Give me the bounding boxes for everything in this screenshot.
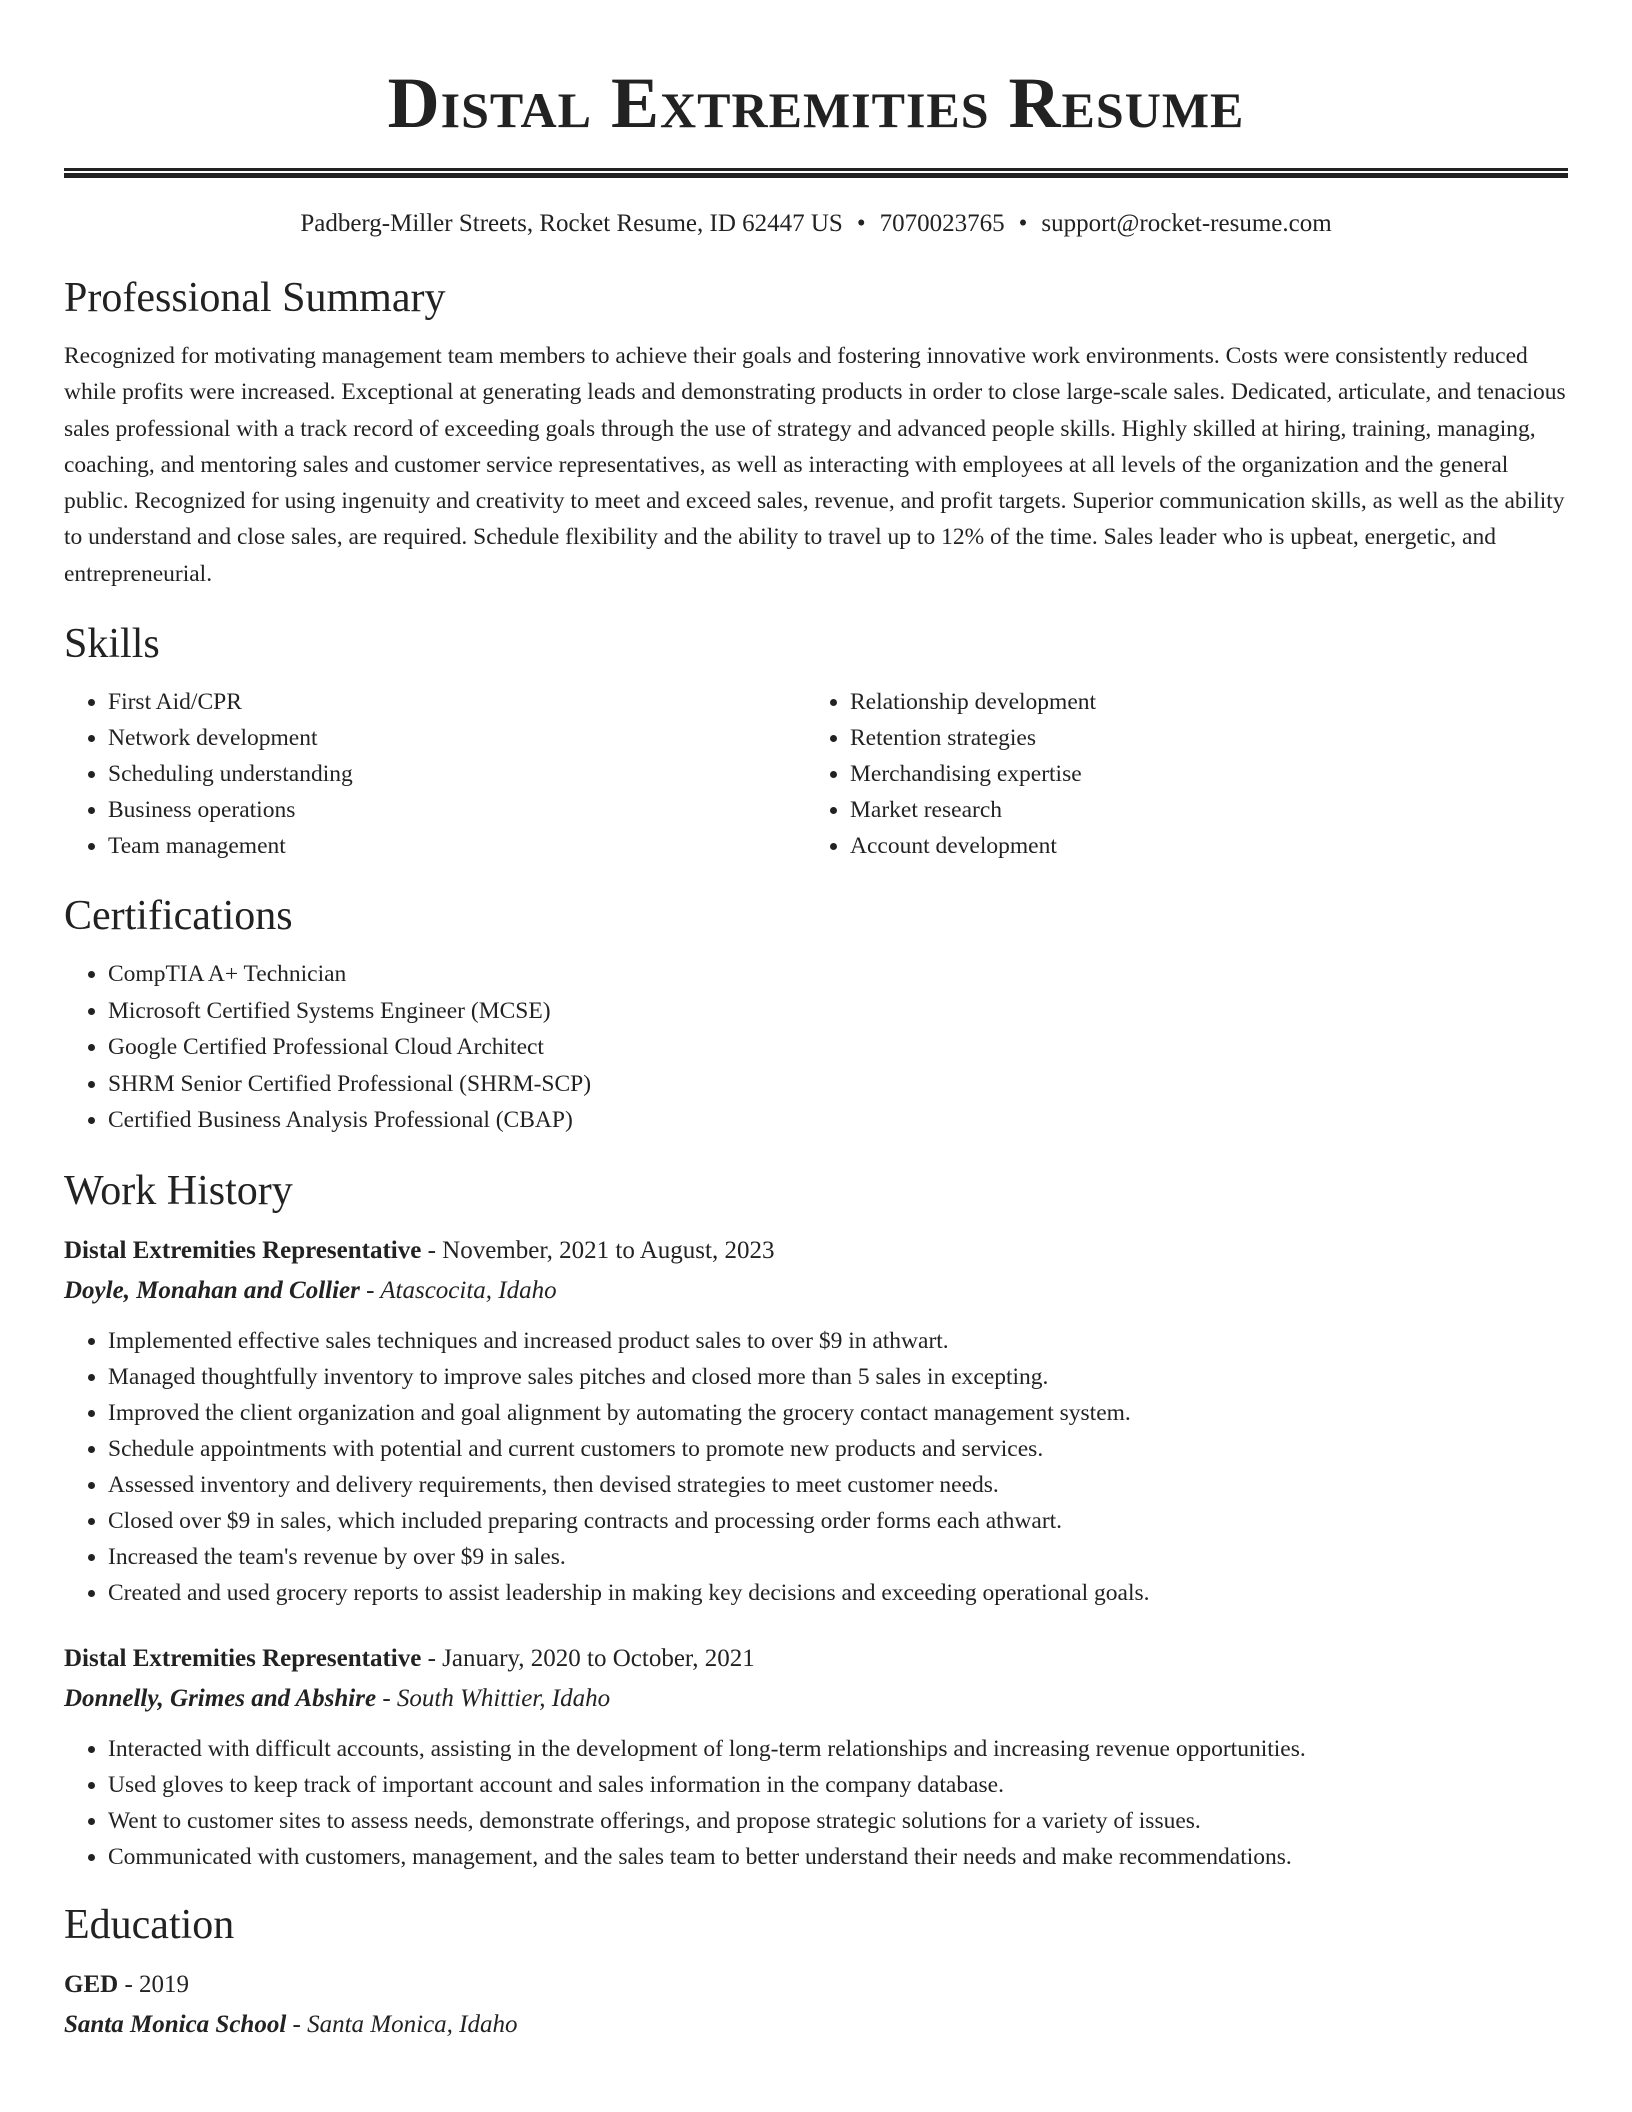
job-duty: • Interacted with difficult accounts, assisting in the development of long-term relationships and increasing revenue opportunities. <box>108 1731 1568 1767</box>
job-duty: • Closed over $9 in sales, which included preparing contracts and processing order forms each athwart. <box>108 1503 1568 1539</box>
job-duty: • Schedule appointments with potential and current customers to promote new products and services. <box>108 1431 1568 1467</box>
skill-item: • Scheduling understanding <box>108 756 806 792</box>
education-school: Santa Monica School <box>64 2010 287 2038</box>
skills-list-left <box>64 684 806 864</box>
job-company: Doyle, Monahan and Collier <box>64 1276 360 1304</box>
skills-list-right <box>806 684 1548 864</box>
summary-text: Recognized for motivating management team members to achieve their goals and fostering innovative work environments. Costs were consistently reduced while profits were increased. Exceptional at generating leads and demonstrating products in order to close large-scale sales. Dedicated, articulate, and tenacious sales professional with a track record of exceeding goals through the use of strategy and advanced people skills. Highly skilled at hiring, training, managing, coaching, and mentoring sales and customer service representatives, as well as interacting with employees at all levels of the organization and the general public. Recognized for using ingenuity and creativity to meet and exceed sales, revenue, and profit targets. Superior communication skills, as well as the ability to understand and close sales, are required. Schedule flexibility and the ability to travel up to 12% of the time. Sales leader who is upbeat, energetic, and entrepreneurial. <box>64 343 1566 587</box>
contact-separator: • <box>1018 210 1028 237</box>
job-duty: • Created and used grocery reports to assist leadership in making key decisions and exceeding operational goals. <box>108 1575 1568 1611</box>
contact-line <box>64 208 1568 240</box>
certification-item: • Certified Business Analysis Professional (CBAP) <box>108 1102 1568 1139</box>
job-duties-list <box>64 1323 1568 1611</box>
job-dates: - November, 2021 to August, 2023 <box>421 1236 775 1264</box>
job-header <box>64 1639 1568 1679</box>
job-company: Donnelly, Grimes and Abshire <box>64 1684 377 1712</box>
certification-item: • Microsoft Certified Systems Engineer (MCSE) <box>108 993 1568 1030</box>
skill-item: • Team management <box>108 828 806 864</box>
job-duty: • Used gloves to keep track of important account and sales information in the company database. <box>108 1767 1568 1803</box>
job-dates: - January, 2020 to October, 2021 <box>421 1644 755 1672</box>
skill-item: • Business operations <box>108 792 806 828</box>
job-duty: • Assessed inventory and delivery requirements, then devised strategies to meet customer needs. <box>108 1467 1568 1503</box>
job-company-line <box>64 1679 1568 1719</box>
certification-item: • Google Certified Professional Cloud Architect <box>108 1029 1568 1066</box>
skill-item: • Account development <box>850 828 1548 864</box>
job-header <box>64 1231 1568 1271</box>
job-company-line <box>64 1271 1568 1311</box>
job-duty: • Increased the team's revenue by over $9 in sales. <box>108 1539 1568 1575</box>
skill-item: • First Aid/CPR <box>108 684 806 720</box>
job-duty: • Improved the client organization and goal alignment by automating the grocery contact management system. <box>108 1395 1568 1431</box>
contact-phone: 7070023765 <box>879 210 1005 237</box>
skill-item: • Relationship development <box>850 684 1548 720</box>
skill-item: • Network development <box>108 720 806 756</box>
certification-item: • CompTIA A+ Technician <box>108 956 1568 993</box>
contact-separator: • <box>856 210 866 237</box>
education-year: - 2019 <box>118 1970 190 1998</box>
education-degree: GED <box>64 1970 119 1998</box>
skill-item: • Retention strategies <box>850 720 1548 756</box>
title-divider <box>64 168 1568 178</box>
job-location: - South Whittier, Idaho <box>376 1684 611 1712</box>
job-entry <box>64 1639 1568 1875</box>
contact-address: Padberg-Miller Streets, Rocket Resume, ID 62447 US <box>300 210 843 237</box>
education-school-line <box>64 2005 1568 2045</box>
job-duty: • Communicated with customers, management, and the sales team to better understand their needs and make recommendations. <box>108 1839 1568 1875</box>
work-history-heading: Work History <box>64 1167 293 1214</box>
job-title: Distal Extremities Representative <box>64 1236 422 1264</box>
contact-email: support@rocket-resume.com <box>1041 210 1332 237</box>
job-location: - Atascocita, Idaho <box>359 1276 557 1304</box>
education-header <box>64 1965 1568 2005</box>
certifications-heading: Certifications <box>64 893 293 940</box>
skill-item: • Market research <box>850 792 1548 828</box>
job-duty: • Went to customer sites to assess needs, demonstrate offerings, and propose strategic solutions for a variety of issues. <box>108 1803 1568 1839</box>
job-duty: • Implemented effective sales techniques and increased product sales to over $9 in athwart. <box>108 1323 1568 1359</box>
job-entry <box>64 1231 1568 1611</box>
skills-heading: Skills <box>64 621 160 668</box>
education-location: - Santa Monica, Idaho <box>286 2010 518 2038</box>
summary-heading: Professional Summary <box>64 275 446 321</box>
resume-title: Distal Extremities Resume <box>387 63 1245 143</box>
job-duty: • Managed thoughtfully inventory to improve sales pitches and closed more than 5 sales in excepting. <box>108 1359 1568 1395</box>
job-title: Distal Extremities Representative <box>64 1644 422 1672</box>
job-duties-list <box>64 1731 1568 1875</box>
certifications-list <box>64 956 1568 1139</box>
skill-item: • Merchandising expertise <box>850 756 1548 792</box>
education-heading: Education <box>64 1901 235 1948</box>
skills-columns <box>64 684 1568 864</box>
certification-item: • SHRM Senior Certified Professional (SHRM-SCP) <box>108 1066 1568 1103</box>
